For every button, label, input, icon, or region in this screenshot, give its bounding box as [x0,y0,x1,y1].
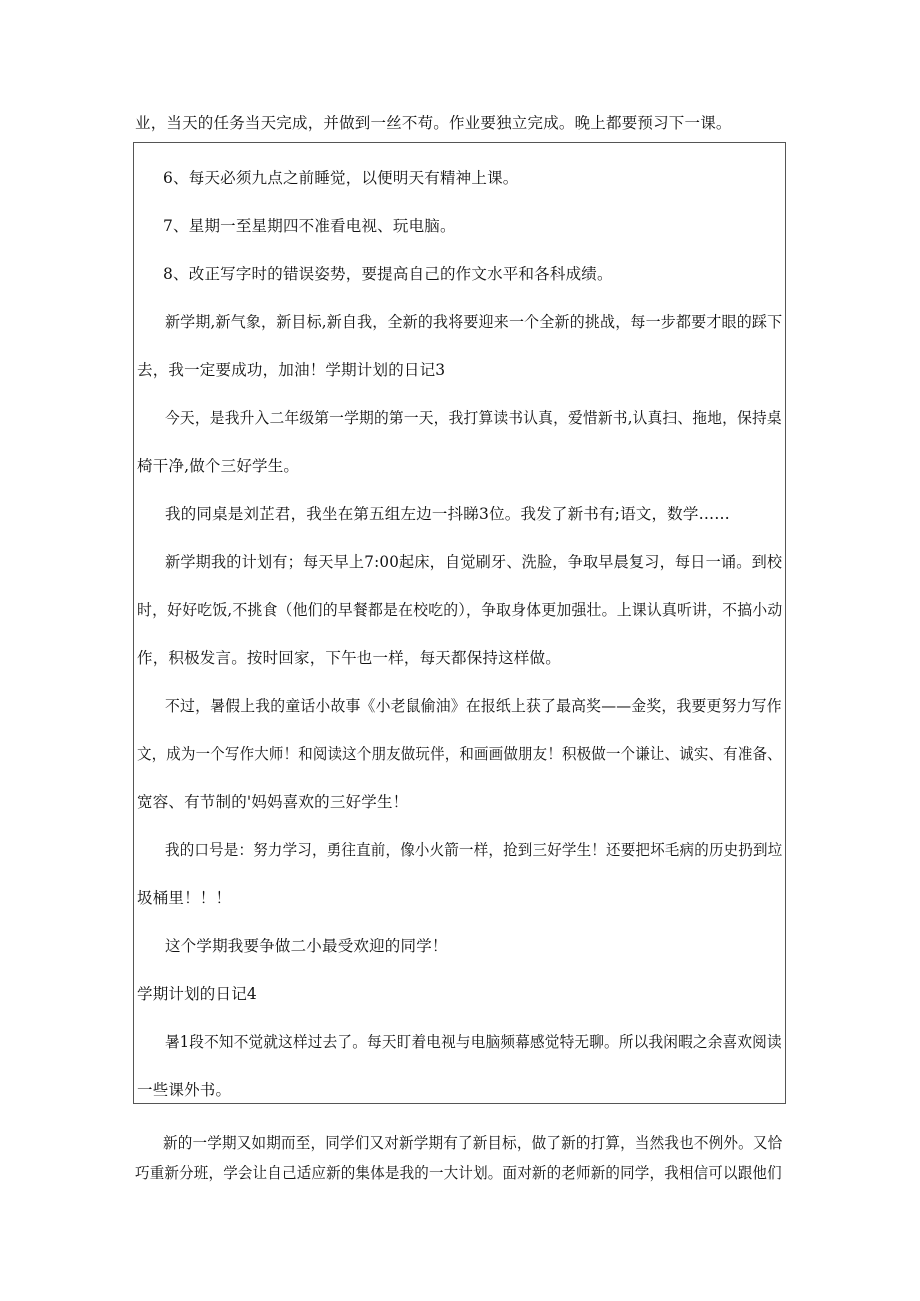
paragraph-line: 今天，是我升入二年级第一学期的第一天，我打算读书认真，爱惜新书,认真扫、拖地，保持桌 [165,409,782,427]
paragraph-line: 不过，暑假上我的童话小故事《小老鼠偷油》在报纸上获了最高奖——金奖，我要更努力写作 [165,697,782,715]
paragraph-line: 椅干净,做个三好学生。 [137,457,300,475]
paragraph-line: 暑1段不知不觉就这样过去了。每天盯着电视与电脑频幕感觉特无聊。所以我闲暇之余喜欢阅读 [165,1033,782,1051]
paragraph-line: 宽容、有节制的'妈妈喜欢的三好学生！ [137,793,409,811]
paragraph-line: 7、星期一至星期四不准看电视、玩电脑。 [163,217,456,235]
text-table-cell [133,142,786,1104]
paragraph-line: 6、每天必须九点之前睡觉，以便明天有精神上课。 [163,169,519,187]
paragraph-line: 文，成为一个写作大师！和阅读这个朋友做玩伴，和画画做朋友！积极做一个谦让、诚实、有准备、 [137,745,782,763]
paragraph-line: 去，我一定要成功，加油！学期计划的日记3 [137,361,446,379]
paragraph-line: 新学期,新气象，新目标,新自我，全新的我将要迎来一个全新的挑战，每一步都要才眼的踩下 [165,313,783,331]
paragraph-line: 新学期我的计划有；每天早上7:00起床，自觉刷牙、洗脸，争取早晨复习，每日一诵。到校 [165,553,783,571]
paragraph-line: 8、改正写字时的错误姿势，要提高自己的作文水平和各科成绩。 [163,265,613,283]
paragraph-line: 时，好好吃饭,不挑食（他们的早餐都是在校吃的），争取身体更加强壮。上课认真听讲，不搞小动 [137,601,783,619]
paragraph-line: 圾桶里！！！ [137,889,232,907]
paragraph-line: 作，积极发言。按时回家，下午也一样，每天都保持这样做。 [137,649,561,667]
paragraph-line: 业，当天的任务当天完成，并做到一丝不苟。作业要独立完成。晚上都要预习下一课。 [135,114,732,132]
paragraph-line: 我的口号是：努力学习，勇往直前，像小火箭一样，抢到三好学生！还要把坏毛病的历史扔到垃 [165,841,783,859]
section-heading: 学期计划的日记4 [137,985,257,1003]
paragraph-line: 我的同桌是刘芷君，我坐在第五组左边一抖睇3位。我发了新书有;语文，数学…… [165,505,730,523]
paragraph-line: 新的一学期又如期而至，同学们又对新学期有了新目标，做了新的打算，当然我也不例外。又恰 [163,1134,783,1152]
paragraph-line: 这个学期我要争做二小最受欢迎的同学！ [165,937,448,955]
paragraph-line: 巧重新分班，学会让自己适应新的集体是我的一大计划。面对新的老师新的同学，我相信可以跟他们 [135,1164,782,1182]
paragraph-line: 一些课外书。 [137,1081,232,1099]
